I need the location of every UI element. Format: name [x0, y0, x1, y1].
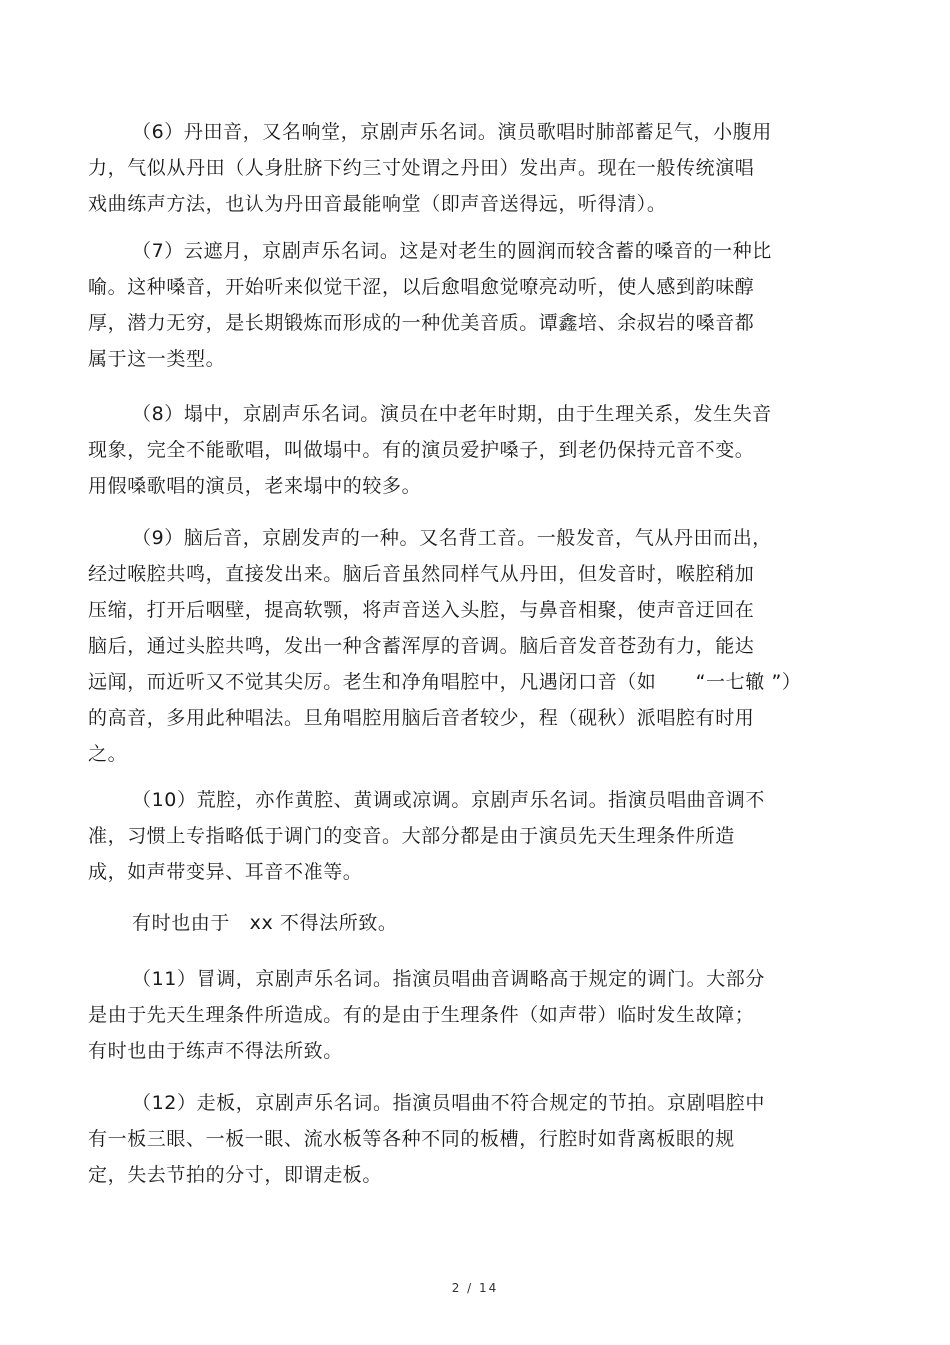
text-line: （8）塌中，京剧声乐名词。演员在中老年时期，由于生理关系，发生失音 [132, 403, 772, 425]
paragraph-continuation [88, 905, 848, 941]
text-line: 用假嗓歌唱的演员，老来塌中的较多。 [88, 475, 422, 497]
text-line: （12）走板，京剧声乐名词。指演员唱曲不符合规定的节拍。京剧唱腔中 [132, 1092, 765, 1114]
text-line: 属于这一类型。 [88, 348, 226, 370]
text-line: 成，如声带变异、耳音不准等。 [88, 861, 363, 883]
text-line: 定，失去节拍的分寸，即谓走板。 [88, 1164, 383, 1186]
paragraph-naohou-yin [88, 520, 848, 772]
text-line: 有时也由于 xx 不得法所致。 [132, 912, 398, 934]
text-line: 之。 [88, 743, 128, 765]
paragraph-dantian-yin [88, 114, 848, 222]
text-line: （10）荒腔，亦作黄腔、黄调或凉调。京剧声乐名词。指演员唱曲音调不 [132, 789, 765, 811]
paragraph-zou-ban [88, 1085, 848, 1193]
text-line: 有一板三眼、一板一眼、流水板等各种不同的板槽，行腔时如背离板眼的规 [88, 1128, 735, 1150]
text-line: 准，习惯上专指略低于调门的变音。大部分都是由于演员先天生理条件所造 [88, 825, 735, 847]
text-line: 力，气似从丹田（人身肚脐下约三寸处谓之丹田）发出声。现在一般传统演唱 [88, 157, 755, 179]
text-line: （6）丹田音，又名响堂，京剧声乐名词。演员歌唱时肺部蓄足气，小腹用 [132, 121, 772, 143]
text-line: 喻。这种嗓音，开始听来似觉干涩，以后愈唱愈觉嘹亮动听，使人感到韵味醇 [88, 276, 755, 298]
text-line: （7）云遮月，京剧声乐名词。这是对老生的圆润而较含蓄的嗓音的一种比 [132, 240, 772, 262]
paragraph-yunzhe-yue [88, 233, 848, 377]
paragraph-ta-zhong [88, 396, 848, 504]
text-line: 远闻，而近听又不觉其尖厉。老生和净角唱腔中，凡遇闭口音（如 “一七辙 ”） [88, 671, 802, 693]
text-line: （11）冒调，京剧声乐名词。指演员唱曲音调略高于规定的调门。大部分 [132, 968, 765, 990]
text-line: 压缩，打开后咽壁，提高软颚，将声音送入头腔，与鼻音相聚，使声音迂回在 [88, 599, 755, 621]
text-line: 经过喉腔共鸣，直接发出来。脑后音虽然同样气从丹田，但发音时，喉腔稍加 [88, 563, 755, 585]
text-line: 现象，完全不能歌唱，叫做塌中。有的演员爱护嗓子，到老仍保持元音不变。 [88, 439, 755, 461]
text-line: 戏曲练声方法，也认为丹田音最能响堂（即声音送得远，听得清）。 [88, 193, 667, 215]
text-line: 脑后，通过头腔共鸣，发出一种含蓄浑厚的音调。脑后音发音苍劲有力，能达 [88, 635, 755, 657]
paragraph-huang-qiang [88, 782, 848, 890]
text-line: 是由于先天生理条件所造成。有的是由于生理条件（如声带）临时发生故障； [88, 1004, 755, 1026]
text-line: 有时也由于练声不得法所致。 [88, 1040, 343, 1062]
paragraph-mao-diao [88, 961, 848, 1069]
text-line: （9）脑后音，京剧发声的一种。又名背工音。一般发音，气从丹田而出， [132, 527, 772, 549]
text-line: 的高音，多用此种唱法。旦角唱腔用脑后音者较少，程（砚秋）派唱腔有时用 [88, 707, 755, 729]
page-number: 2 / 14 [451, 1281, 499, 1295]
text-line: 厚，潜力无穷，是长期锻炼而形成的一种优美音质。谭鑫培、余叔岩的嗓音都 [88, 312, 755, 334]
